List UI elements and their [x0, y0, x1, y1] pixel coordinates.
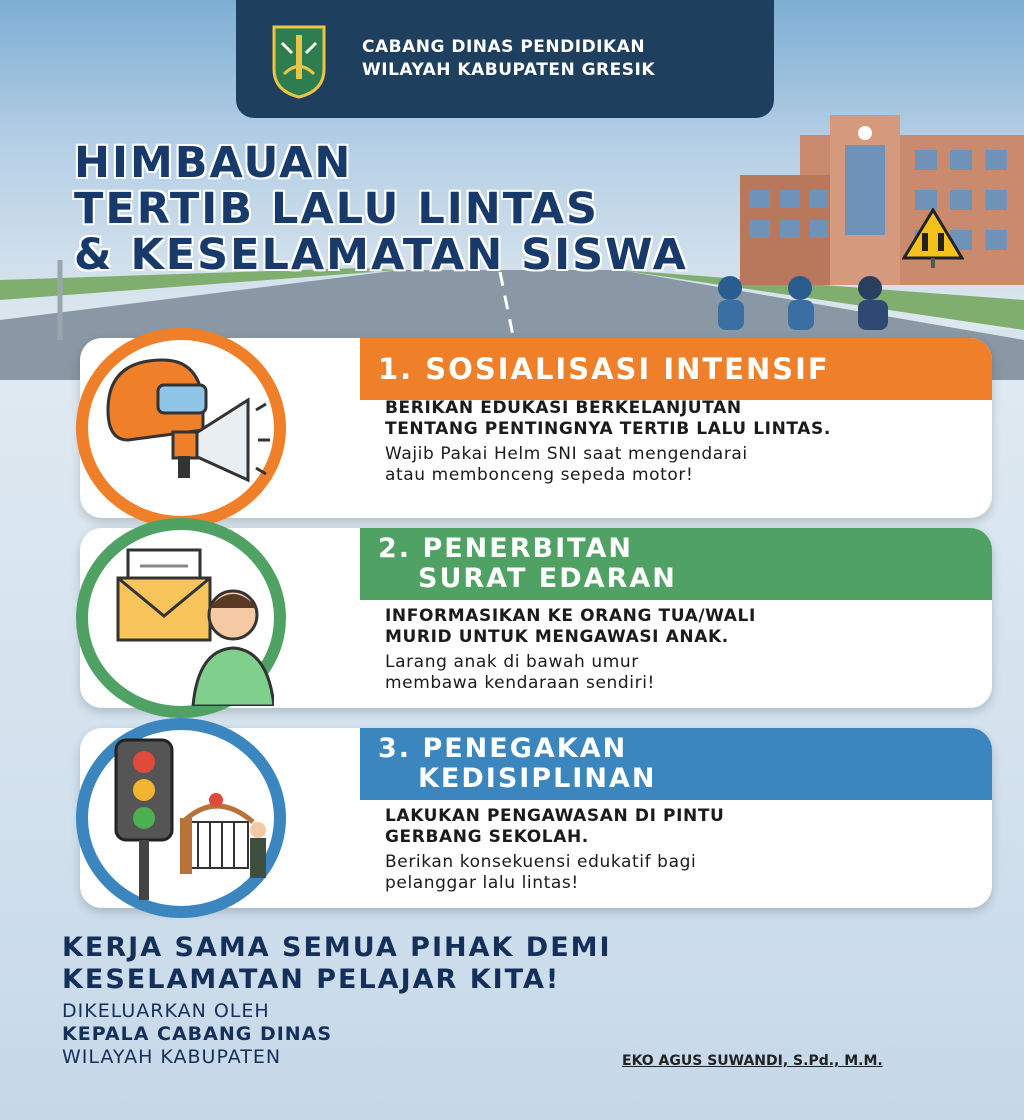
card-text-line-2: atau membonceng sepeda motor! — [385, 465, 694, 485]
footer-line-1: KERJA SAMA SEMUA PIHAK DEMI — [62, 932, 612, 963]
card-bold-line-2: MURID UNTUK MENGAWASI ANAK. — [385, 627, 729, 647]
footer-slogan — [62, 932, 612, 996]
card-sosialisasi — [80, 338, 992, 518]
card-heading — [360, 528, 992, 600]
issued-by-label: DIKELUARKAN OLEH — [62, 1000, 270, 1022]
card-bold-line-1: LAKUKAN PENGAWASAN DI PINTU — [385, 806, 725, 826]
issuer-block — [62, 1000, 332, 1069]
card-bold-line-1: BERIKAN EDUKASI BERKELANJUTAN — [385, 398, 742, 418]
card-heading-line-1: 3. PENEGAKAN — [378, 733, 628, 764]
card-heading-line-2: KEDISIPLINAN — [418, 763, 657, 794]
card-heading-line-2: SURAT EDARAN — [418, 563, 677, 594]
card-text-line-2: membawa kendaraan sendiri! — [385, 673, 655, 693]
signer-name: EKO AGUS SUWANDI, S.Pd., M.M. — [622, 1053, 883, 1069]
card-penegakan — [80, 728, 992, 908]
card-icon-circle — [76, 518, 286, 718]
card-heading — [360, 728, 992, 800]
megaphone-helmet-icon — [88, 340, 274, 516]
warning-sign-icon — [902, 208, 964, 268]
title-line-3: & KESELAMATAN SISWA — [74, 230, 688, 280]
header-line-2: WILAYAH KABUPATEN GRESIK — [362, 60, 656, 80]
card-icon-circle — [76, 328, 286, 528]
title-line-1: HIMBAUAN — [74, 138, 353, 188]
footer-line-2: KESELAMATAN PELAJAR KITA! — [62, 964, 561, 995]
page-title — [74, 140, 688, 278]
card-bold-line-2: GERBANG SEKOLAH. — [385, 827, 589, 847]
card-text-line-1: Berikan konsekuensi edukatif bagi — [385, 852, 697, 872]
students-illustration — [700, 270, 910, 330]
card-icon-circle — [76, 718, 286, 918]
office-line-2: WILAYAH KABUPATEN — [62, 1046, 282, 1068]
east-java-emblem-icon — [270, 19, 328, 99]
card-heading-line-1: 2. PENERBITAN — [378, 533, 633, 564]
office-line-1: KEPALA CABANG DINAS — [62, 1023, 333, 1045]
card-text-line-1: Larang anak di bawah umur — [385, 652, 639, 672]
title-line-2: TERTIB LALU LINTAS — [74, 184, 600, 234]
traffic-light-gate-icon — [88, 730, 274, 906]
card-bold-line-2: TENTANG PENTINGNYA TERTIB LALU LINTAS. — [385, 419, 831, 439]
envelope-person-icon — [88, 530, 274, 706]
card-heading: 1. SOSIALISASI INTENSIF — [360, 338, 992, 400]
school-building-illustration — [730, 115, 1024, 290]
card-text-line-2: pelanggar lalu lintas! — [385, 873, 579, 893]
card-bold-line-1: INFORMASIKAN KE ORANG TUA/WALI — [385, 606, 756, 626]
office-header — [236, 0, 774, 118]
card-text-line-1: Wajib Pakai Helm SNI saat mengendarai — [385, 444, 748, 464]
card-surat-edaran — [80, 528, 992, 708]
header-line-1: CABANG DINAS PENDIDIKAN — [362, 37, 646, 57]
